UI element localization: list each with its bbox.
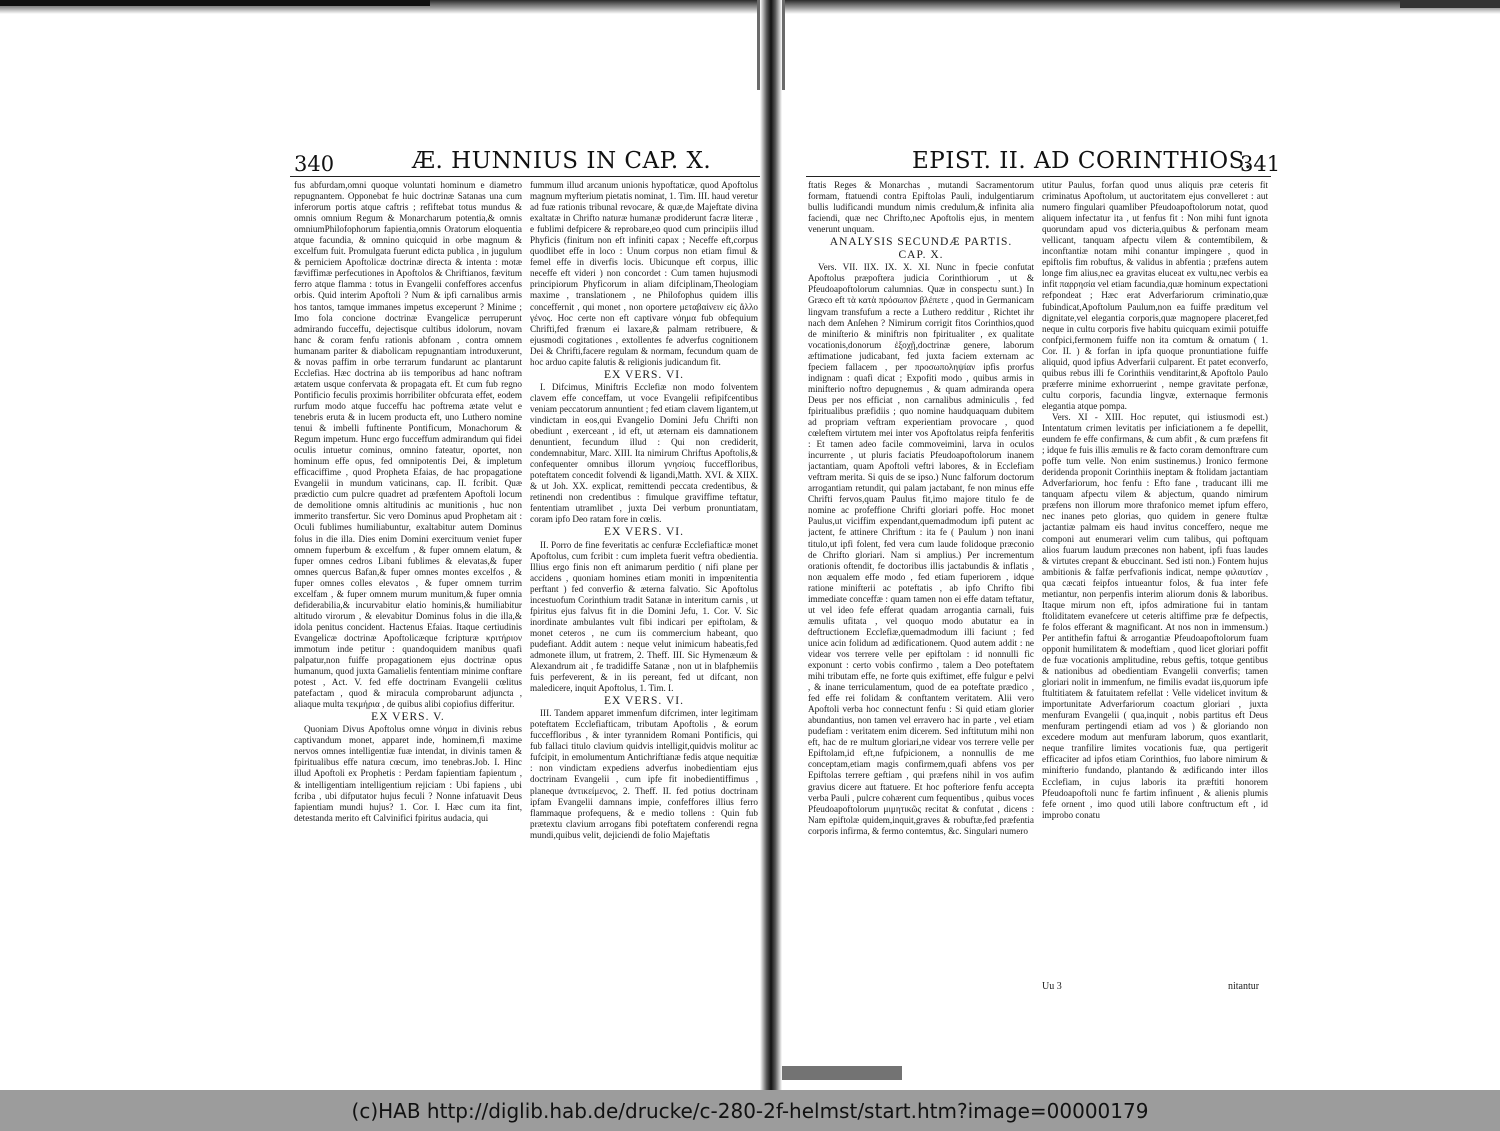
left-column-2 bbox=[530, 180, 758, 1020]
right-column-2 bbox=[1042, 180, 1268, 1020]
left-col1-paragraph: fus abfurdam,omni quoque voluntati hominum e diametro repugnantem. Opponebat fe huic doctrinæ Satanas una cum inferorum portis atque caftris ; refiftebat totus mundus & omnis omnium Regum & Monarcharum potentia,& omnis omniumPhilofophorum fapientia,omnis Oratorum eloquentia atque facundia, & omnino quicquid in orbe magnum & excelfum fuit. Promulgata fuerunt edicta publica , in jugulum & perniciem Apoftolicæ doctrinæ directa & intenta : motæ fæviffimæ perfecutiones in Apoftolos & Chriftianos, fævitum ferro atque flamma : totus in Evangelii confeffores accenfus orbis. Quid interim Apoftoli ? Num & ipfi carnalibus armis hos tantos, tamque immanes impetus exceperunt ? Minime ; Imo fola concione doctrinæ Evangelicæ perruperunt admirando fucceffu, dejectisque cultibus idolorum, novam hanc & coram fenfu rationis abfonam , contra omnem humanam pariter & diabolicam repugnantiam introduxerunt, & novas paffim in orbe terrarum fundarunt ac plantarunt Ecclefias. Hæc doctrina ab iis temporibus ad hanc noftram ætatem usque confervata & propagata eft. Et cum fub regno Pontificio feculis proximis horribiliter obfcurata effet, eodem rurfum modo atque fucceffu hac poftrema ætate velut e tenebris eruta & in lucem producta eft, uno Luthero nomine tenui & imbelli fuftinente Pontificum, Monachorum & Regum impetum. Hunc ergo fucceffum admirandum qui fidei oculis intuetur cominus, omnino fateatur, oportet, non hominum effe opus, fed omnipotentis Dei, & impletum efficaciffime , quod Propheta Efaias, de hac propagatione Evangelii in mundum vaticinans, cap. II. fcribit. Quæ prædictio cum pulcre quadret ad præfentem Apoftoli locum de demolitione omnis altitudinis ac munitionis , huc non immerito transfertur. Sic vero Dominus apud Prophetam ait : Oculi fublimes humiliabuntur, exaltabitur autem Dominus folus in die illa. Dies enim Domini exercituum veniet fuper omnem fuperbum & excelfum , & fuper omnem elatum, & fuper omnes cedros Libani fublimes & elevatas,& fuper omnes quercus Bafan,& fuper omnes montes excelfos , & fuper omnes colles elevatos , & fuper omnem turrim excelfam , & fuper omnem murum munitum,& fuper omnia defiderabilia,& incurvabitur elatio hominis,& humiliabitur altitudo virorum , & elevabitur Dominus folus in die illa,& idola penitus concident. Hactenus Efaias. Itaque certiudinis Evangelicæ doctrinæ Apoftolicæque fcripturæ κριτήριον immotum inde petitur : quandoquidem manibus quafi palpatur,non fuiffe propagationem ejus doctrinæ opus humanum, quod juxta Gamalielis fententiam minime conftare potest , Act. V. fed effe doctrinam Evangelii cœlitus patefactam , quod & miracula comprobarunt adjuncta , aliaque multa τεκμήρια , de quibus alibi copiofius differitur. bbox=[294, 180, 522, 710]
right-column-1 bbox=[808, 180, 1034, 1020]
signature-mark: Uu 3 bbox=[1042, 981, 1062, 992]
section-heading: EX VERS. VI. bbox=[604, 526, 684, 539]
left-running-head: Æ. HUNNIUS IN CAP. X. bbox=[412, 148, 712, 174]
left-header-rule bbox=[290, 176, 760, 177]
section-heading: EX VERS. VI. bbox=[604, 695, 684, 708]
chapter-heading: CAP. X. bbox=[898, 249, 944, 262]
page-edge-shadow bbox=[782, 1066, 902, 1080]
left-col1-section-text: Quoniam Divus Apoftolus omne νόημα in divinis rebus captivandum monet, apparet inde, hominem,fi maxime nervos omnes intelligentiæ fuæ intendat, in divinis tamen & fpiritualibus effe natura cœcum, imo tenebras.Job. I. Hinc illud Apoftoli ex Prophetis : Perdam fapientiam fapientum , & intelligentiam intelligentium rejiciam : Ubi fapiens , ubi fcriba , ubi difputator hujus feculi ? Nonne infatuavit Deus fapientiam mundi hujus? 1. Cor. I. Hæc cum ita fint, detestanda merito eft Calvinifici fpiritus audacia, qui bbox=[294, 724, 522, 823]
scan-edge-right bbox=[1400, 0, 1500, 8]
left-col2-section-text: II. Porro de fine feveritatis ac cenfuræ Ecclefiafticæ monet Apoftolus, cum fcribit : cum impleta fuerit veftra obedientia. Illius ergo finis non eft animarum perditio ( nifi plane per accidens , quoniam homines etiam moniti in impœnitentia perftant ) fed converfio & æterna falvatio. Sic Apoftolus incestuofum Corinthium tradit Satanæ in interitum carnis , ut fpiritus ejus falvus fit in die Domini Jefu, 1. Cor. V. Sic inordinate ambulantes vult fibi indicari per epiftolam, & monet ceteros , ne cum iis commercium habeant, quo pudefiant. Addit autem : neque velut inimicum habeatis,fed admonete illum, ut fratrem, 2. Theff. III. Sic Hymenæum & Alexandrum ait , fe tradidiffe Satanæ , non ut in blafphemiis fuis perfeverent, & in iis pereant, fed ut difcant, non maledicere, inquit Apoftolus, 1. Tim. I. bbox=[530, 539, 758, 694]
section-heading: EX VERS. V. bbox=[371, 711, 445, 724]
left-col2-paragraph: fummum illud arcanum unionis hypoftaticæ, quod Apoftolus magnum myfterium pietatis nominat, 1. Tim. III. haud veretur ad fuæ rationis tribunal revocare, & quæ,de Majeftate divina exaltatæ in Chrifto naturæ humanæ prodiderunt facræ literæ , e fublimi defpicere & reprobare,eo quod cum principiis illud Phyficis (finitum non eft infiniti capax ; Neceffe eft,corpus quodlibet effe in loco : Unum corpus non etiam fimul & femel effe in diverfis locis. Ubicunque eft corpus, illic neceffe eft videri ) non concordet : Cum tamen hujusmodi principiorum Phyficorum in aliam difciplinam,Theologiam maxime , translationem , ne Philofophus quidem illis conceffernit , qui monet , non oportere μεταβαίνειν εἰς ἄλλο γένος. Hoc certe non eft captivare νόημα fub obfequium Chrifti,fed frænum ei laxare,& palmam retribuere, & ejusmodi cogitationes , extollentes fe adverfus cognitionem Dei & Chrifti,facere regulam & normam, fecundum quam de hoc arduo capite falutis & religionis judicandum fit. bbox=[530, 180, 758, 367]
book-gutter bbox=[760, 0, 782, 1090]
right-col2-paragraph-2: Vers. XI - XIII. Hoc reputet, qui istiusmodi est.) Intentatum crimen levitatis per inficiationem a fe depellit, eundem fe effe confirmans, & cum abfit , & cum præfens fit ; idque fe fuis illis æmulis re & facto coram demonftrare cum poffe tum velle. Non enim sustinemus.) Ironico fermone deridenda proponit Corinthiis ineptam & ftolidam jactantiam Adverfariorum, hoc fenfu : Efto fane , traducant illi me tanquam afpectu vilem & abjectum, quando nimirum præfens non illorum more thrafonico memet ipfum effero, nec inanes peto glorias, quo quidem in genere ftultæ jactantiæ palmam eis haud invitus conceffero, neque me componi aut enumerari velim cum talibus, qui poftquam alios fuarum laudum præcones non habent, ipfi fuas laudes & virtutes crepant & ebuccinant. Sed isti non.) Fontem hujus ambitionis & falfæ perfvafionis indicat, nempe φιλαυτίαν , qua cæcati feipfos intueantur folos, & fua inter fefe metiantur, non perpenfis interim aliorum donis & laboribus. Itaque mirum non eft, ipfos admiratione fui in tantam ftoliditatem evanefcere ut ceteris altiffime præ fe defpectis, fe folos efferant & magnificant. At nos non in immensum.) Per antithefin faftui & arrogantiæ Pfeudoapoftolorum fuam opponit humilitatem & modeftiam , quod licet gloriari poffit de fuæ vocationis amplitudine, rebus geftis, totque gentibus & nationibus ad obedientiam Evangelii converfis; tamen gloriari nolit in immenfum, ne fimilis evadat iis,quorum ipfe ftultitiatem & fatuitatem refellat : Velle videlicet invitum & importunitate Adverfariorum coactum gloriari , juxta menfuram Evangelii ( qua,inquit , nobis partitus eft Deus menfuram pertingendi etiam ad vos ) & gloriando non excedere modum aut menfuram laborum, quos exantlarit, neque tranfilire limites vocationis fuæ, qua pertigerit efficaciter ad ipfos etiam Corinthios, fuo labore nimirum & minifterio fundando, plantando & ædificando inter illos Ecclefiam, in cujus laboris ita præftiti honorem Pfeudoapoftoli nunc fe fartim infinuent , & alienis plumis fefe ornent , imo quod utili labore conftructum eft , id improbo conatu bbox=[1042, 411, 1268, 820]
left-col2-section-text: III. Tandem apparet immenfum difcrimen, inter legitimam poteftatem Ecclefiafticam, tributam Apoftolis , & eorum fucceffloribus , & inter tyrannidem Romani Pontificis, qui fub fallaci titulo clavium quidvis intelligit,quidvis molitur ac fufcipit, in emolumentum Antichriftianæ fedis atque nequitiæ : non vindictam expediens adverfus inobedientiam ejus doctrinam Evangelii , cum ipfe fit inobedientiffimus , planeque ἀντικείμενος, 2. Theff. II. fed potius doctrinam ipfam Evangelii damnans impie, confeffores illius ferro flammaque profequens, & e medio tollens : Quin fub prætextu clavium arrogans fibi poteftatem conferendi regna mundi,quibus velit, dejiciendi de folio Majeftatis bbox=[530, 708, 758, 840]
scan-edge-left bbox=[0, 0, 430, 6]
left-page-number: 340 bbox=[294, 152, 335, 176]
right-running-head: EPIST. II. AD CORINTHIOS. bbox=[912, 148, 1252, 174]
right-header-rule bbox=[806, 176, 1271, 177]
section-heading: EX VERS. VI. bbox=[604, 368, 684, 381]
right-col2-paragraph: utitur Paulus, forfan quod unus aliquis præ ceteris fit criminatus Apoftolum, ut auctoritatem ejus convelleret : aut numero fingulari quamliber Pfeudoapoftolorum notat, quod aliquem infectatur ita , ut fenfus fit : Non mihi funt ignota quorundam apud vos dicteria,quibus & perfonam meam vellicant, tanquam afpectu vilem & contemtibilem, & inconftantiæ notam mihi conantur impingere , quod in epiftolis fim robuftus, & validus in abfentia ; præfens autem longe fim alius,nec ea gravitas eluceat ex vultu,nec verbis ea infit παρρησία vel etiam facundia,quæ hominum expectationi refpondeat ; Hæc erat Adverfariorum criminatio,quæ fubindicat,Apoftolum Paulum,non ea fuiffe præditum vel dignitate,vel elegantia corporis,quæ magnopere placeret,fed neque in cultu corporis five habitu quicquam eximii potuiffe confpici,fermonem fuiffe non ita comtum & ornatum ( 1. Cor. II. ) & forfan in ipfa quoque pronuntiatione fuiffe aliquid, quod ipfius Adverfarii culparent. Et patet econverfo, quibus rebus illi fe Corinthiis venditarint,& Apoftolo Paulo præferre minime exhorruerint , nempe gravitate perfonæ, cultu corporis, facundia lingvæ, externaque fermonis elegantia atque pompa. bbox=[1042, 180, 1268, 411]
right-page-number: 341 bbox=[1240, 152, 1281, 176]
right-col1-intro: ftatis Reges & Monarchas , mutandi Sacramentorum formam, ftatuendi contra Epiftolas Pauli, indulgentiarum bullis ludificandi mundum nimis credulum,& infinita alia faciendi, quæ nec Chrifto,nec Apoftolis ejus, in mentem venerunt unquam. bbox=[808, 180, 1034, 235]
right-col1-paragraph: Vers. VII. IIX. IX. X. XI. Nunc in fpecie confutat Apoftolus præpoftera judicia Corinthiorum , ut & Pfeudoapoftolorum calumnias. Quæ in conspectu sunt.) In Græco eft τὰ κατὰ πρόσωπον βλέπετε , quod in Germanicam lingvam transfufum a recte a Luthero redditur , Richtet ihr nach dem Anſehen ? Nimirum corrigit fitos Corinthios,quod de miniſterio & miniftris non fpiritualiter , ex qualitate vocationis,donorum ἐξοχῇ,doctrinæ genere, laborum æftimatione judicabant, fed juxta faciem externam ac fpeciem fallacem , per προσωποληψίαν ipfis prorfus indignam : quafi dicat ; Expofiti modo , quibus armis in minifterio noftro depugnemus , & quam admiranda opera Deus per nos efficiat , non carnalibus adminiculis , fed fpiritualibus præfidiis ; quo nomine haudquaquam dubitem ad propriam veftram experientiam provocare , quod cœleftem virtutem mei inter vos Apoftolatus reipfa fenferitis : Et tamen adeo facile commoveimini, larva in oculos incurrente , ut pluris faciatis Pfeudoapoftolorum inanem jactantiam, quam Apoftoli veftri labores, & in Ecclefiam veftram merita. Si quis de se ipso.) Nunc falforum doctorum arrogantiam retundit, qui palam jactabant, fe non minus effe Chrifti fervos,quam Paulus fit,imo majore titulo fe de nomine ac profeffione Chrifti gloriari poffe. Hoc monet Paulus,ut viciffim expendant,quemadmodum ipfi putent ac jactent, fe attinere Chriftum : ita fe ( Paulum ) non inani titulo,ut ipfi folent, fed vera cum laude folidoque præconio de Chrifto gloriari. Nam si amplius.) Per incrementum orationis oftendit, fe doctoribus illis jactabundis & inflatis , non æqualem effe modo , fed etiam fuperiorem , idque ratione minifterii ac poteftatis , ab ipfo Chrifto fibi immediate conceffæ : quam tamen non ei effe datam teftatur, ut vel ideo fefe efferat quadam arrogantia carnali, fuis æmulis ufitata , vel quoquo modo abutatur ea in deftructionem Ecclefiæ,quemadmodum illi faciunt ; fed unice acin folidum ad ædificationem. Quod autem addit : ne videar vos terrere velle per epiftolam : id nonnulli fic exponunt : certo vobis confirmo , talem a Deo poteftatem mihi tributam effe, ne forte quis exiftimet, effe fulgur e pelvi , & inane terriculamentum, quod de ea poteftate prædico , fed effe rei folidam & conftantem veritatem. Alii vero Apoftoli verba hoc connectunt fenfu : Si quid etiam glorier abundantius, non tamen vel erravero hac in parte , vel etiam pudefiam : veritatem enim dicerem. Sed inftitutum mihi non eft, hac de re multum gloriari,ne videar vos terrere velle per Epiftolam,id eft,ne fufpicionem, a nonnullis de me conceptam,etiam magis confirmem,quafi abfens vos per Epiftolas terrere geftiam , qui præfens nihil in vos aufim gravius dicere aut ftatuere. Et hoc pofteriore fenfu accepta verba Pauli , pulcre cohærent cum fequentibus , quibus voces Pfeudoapoftolorum μιμητικῶς recitat & confutat , dicens : Nam epiftolæ quidem,inquit,graves & robuftæ,fed præfentia corporis infirma, & fermo contemtus, &c. Singulari numero bbox=[808, 262, 1034, 836]
analysis-heading: ANALYSIS SECUNDÆ PARTIS. bbox=[829, 236, 1013, 249]
catchword: nitantur bbox=[1228, 981, 1260, 992]
footer-credit: (c)HAB http://diglib.hab.de/drucke/c-280-2f-helmst/start.htm?image=00000179 bbox=[351, 1098, 1149, 1123]
left-col2-section-text: I. Difcimus, Miniftris Ecclefiæ non modo folventem clavem effe conceffam, ut voce Evangelii refipifcentibus veniam peccatorum annuntient ; fed etiam clavem ligantem,ut vindictam in eos,qui Evangelio Domini Jefu Chrifti non obediunt , exerceant , id eft, ut æternam eis damnationem denuntient, fecundum illud : Qui non crediderit, condemnabitur, Marc. XIII. Ita nimirum Chriftus Apoftolis,& confequenter omnibus illorum γνησίοις fucceffloribus, poteftatem concedit folvendi & ligandi,Matth. XVI. & XIIX. & ut Joh. XX. explicat, remittendi peccata credentibus, & retinendi non credentibus : fimulque graviffime teftatur, fententiam utramlibet , juxta Dei verbum pronuntiatam, coram ipfo Deo ratam fore in cœlis. bbox=[530, 381, 758, 525]
left-column-1 bbox=[294, 180, 522, 1020]
footer-bar bbox=[0, 1090, 1500, 1131]
